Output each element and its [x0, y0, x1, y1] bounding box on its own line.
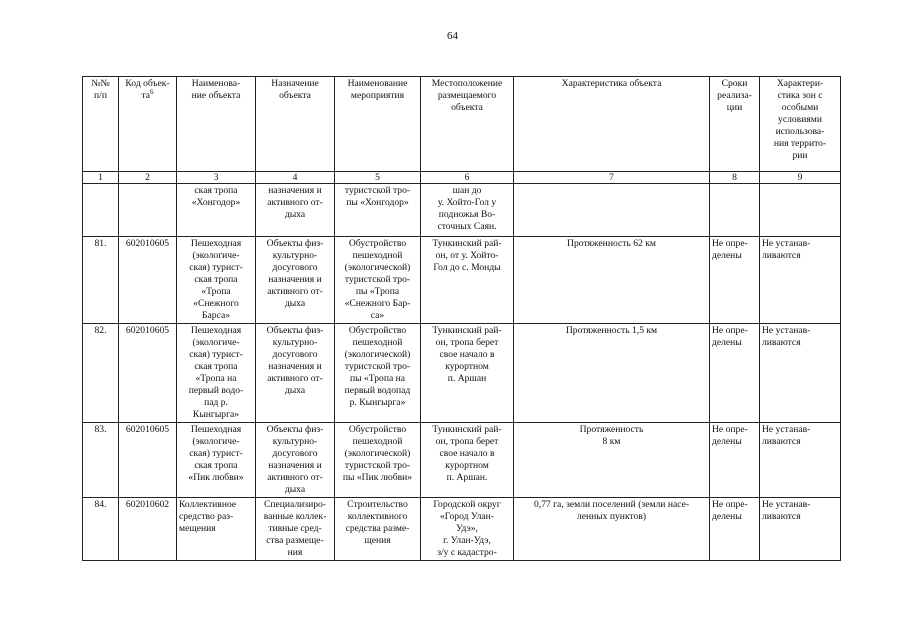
cell-characteristic: 0,77 га, земли поселений (земли насе- ленных пунктов): [514, 498, 710, 561]
header-name: Наименова- ние объекта: [177, 77, 256, 172]
header-code-label: Код объек- та: [125, 78, 170, 101]
cell-characteristic: Протяженность 8 км: [514, 423, 710, 498]
cell-zones: Не устанав- ливаются: [760, 423, 841, 498]
table-row: [83, 498, 841, 561]
cell-name: ская тропа «Хонгодор»: [177, 184, 256, 237]
table-row: [83, 324, 841, 423]
cell-zones: Не устанав- ливаются: [760, 498, 841, 561]
cell-num: [83, 184, 119, 237]
column-numbers-row: [83, 172, 841, 184]
cell-location: Тункинский рай- он, тропа берет свое начало в курортном п. Аршан.: [421, 423, 514, 498]
header-zones: Характери- стика зон с особыми условиями использова- ния террито- рии: [760, 77, 841, 172]
header-characteristic: Характеристика объекта: [514, 77, 710, 172]
column-number: 9: [760, 172, 841, 184]
cell-num: 82.: [83, 324, 119, 423]
header-event: Наименование мероприятия: [335, 77, 421, 172]
cell-characteristic: Протяженность 1,5 км: [514, 324, 710, 423]
cell-term: [710, 184, 760, 237]
header-code: [119, 77, 177, 172]
cell-code: 602010605: [119, 324, 177, 423]
cell-code: 602010605: [119, 237, 177, 324]
cell-event: Обустройство пешеходной (экологической) туристской тро- пы «Тропа «Снежного Бар- са»: [335, 237, 421, 324]
column-number: 2: [119, 172, 177, 184]
cell-location: Городской округ «Город Улан- Удэ», г. Улан-Удэ, з/у с кадастро-: [421, 498, 514, 561]
header-location: Местоположение размещаемого объекта: [421, 77, 514, 172]
cell-purpose: Объекты физ- культурно- досугового назначения и активного от- дыха: [256, 423, 335, 498]
table-row: [83, 237, 841, 324]
cell-purpose: Объекты физ- культурно- досугового назначения и активного от- дыха: [256, 237, 335, 324]
cell-name: Коллективное средство раз- мещения: [177, 498, 256, 561]
header-num: №№ п/п: [83, 77, 119, 172]
cell-event: туристской тро- пы «Хонгодор»: [335, 184, 421, 237]
header-footnote: 6: [150, 87, 154, 96]
column-number: 6: [421, 172, 514, 184]
cell-term: Не опре- делены: [710, 237, 760, 324]
cell-event: Обустройство пешеходной (экологической) туристской тро- пы «Тропа на первый водопад р. Кынгырга»: [335, 324, 421, 423]
cell-num: 84.: [83, 498, 119, 561]
cell-purpose: Специализиро- ванные коллек- тивные сред- ства размеще- ния: [256, 498, 335, 561]
cell-name: Пешеходная (экологиче- ская) турист- ская тропа «Пик любви»: [177, 423, 256, 498]
column-number: 1: [83, 172, 119, 184]
table-row: [83, 423, 841, 498]
objects-table: [82, 76, 841, 561]
header-purpose: Назначение объекта: [256, 77, 335, 172]
cell-zones: Не устанав- ливаются: [760, 237, 841, 324]
cell-zones: Не устанав- ливаются: [760, 324, 841, 423]
cell-name: Пешеходная (экологиче- ская) турист- ская тропа «Тропа «Снежного Барса»: [177, 237, 256, 324]
cell-location: шан до у. Хойто-Гол у подножья Во- сточных Саян.: [421, 184, 514, 237]
column-number: 4: [256, 172, 335, 184]
cell-location: Тункинский рай- он, тропа берет свое начало в курортном п. Аршан: [421, 324, 514, 423]
cell-event: Строительство коллективного средства разме- щения: [335, 498, 421, 561]
cell-location: Тункинский рай- он, от у. Хойто- Гол до с. Монды: [421, 237, 514, 324]
column-number: 5: [335, 172, 421, 184]
column-number: 8: [710, 172, 760, 184]
cell-characteristic: [514, 184, 710, 237]
header-term: Сроки реализа- ции: [710, 77, 760, 172]
table-row: [83, 184, 841, 237]
cell-num: 81.: [83, 237, 119, 324]
page-number: 64: [447, 30, 458, 42]
column-number: 7: [514, 172, 710, 184]
cell-num: 83.: [83, 423, 119, 498]
cell-purpose: Объекты физ- культурно- досугового назначения и активного от- дыха: [256, 324, 335, 423]
cell-zones: [760, 184, 841, 237]
cell-term: Не опре- делены: [710, 423, 760, 498]
cell-term: Не опре- делены: [710, 324, 760, 423]
cell-name: Пешеходная (экологиче- ская) турист- ская тропа «Тропа на первый водо- пад р. Кынгырга»: [177, 324, 256, 423]
column-number: 3: [177, 172, 256, 184]
cell-term: Не опре- делены: [710, 498, 760, 561]
cell-characteristic: Протяженность 62 км: [514, 237, 710, 324]
header-row: [83, 77, 841, 172]
cell-code: 602010605: [119, 423, 177, 498]
cell-code: 602010602: [119, 498, 177, 561]
cell-code: [119, 184, 177, 237]
cell-event: Обустройство пешеходной (экологической) туристской тро- пы «Пик любви»: [335, 423, 421, 498]
cell-purpose: назначения и активного от- дыха: [256, 184, 335, 237]
